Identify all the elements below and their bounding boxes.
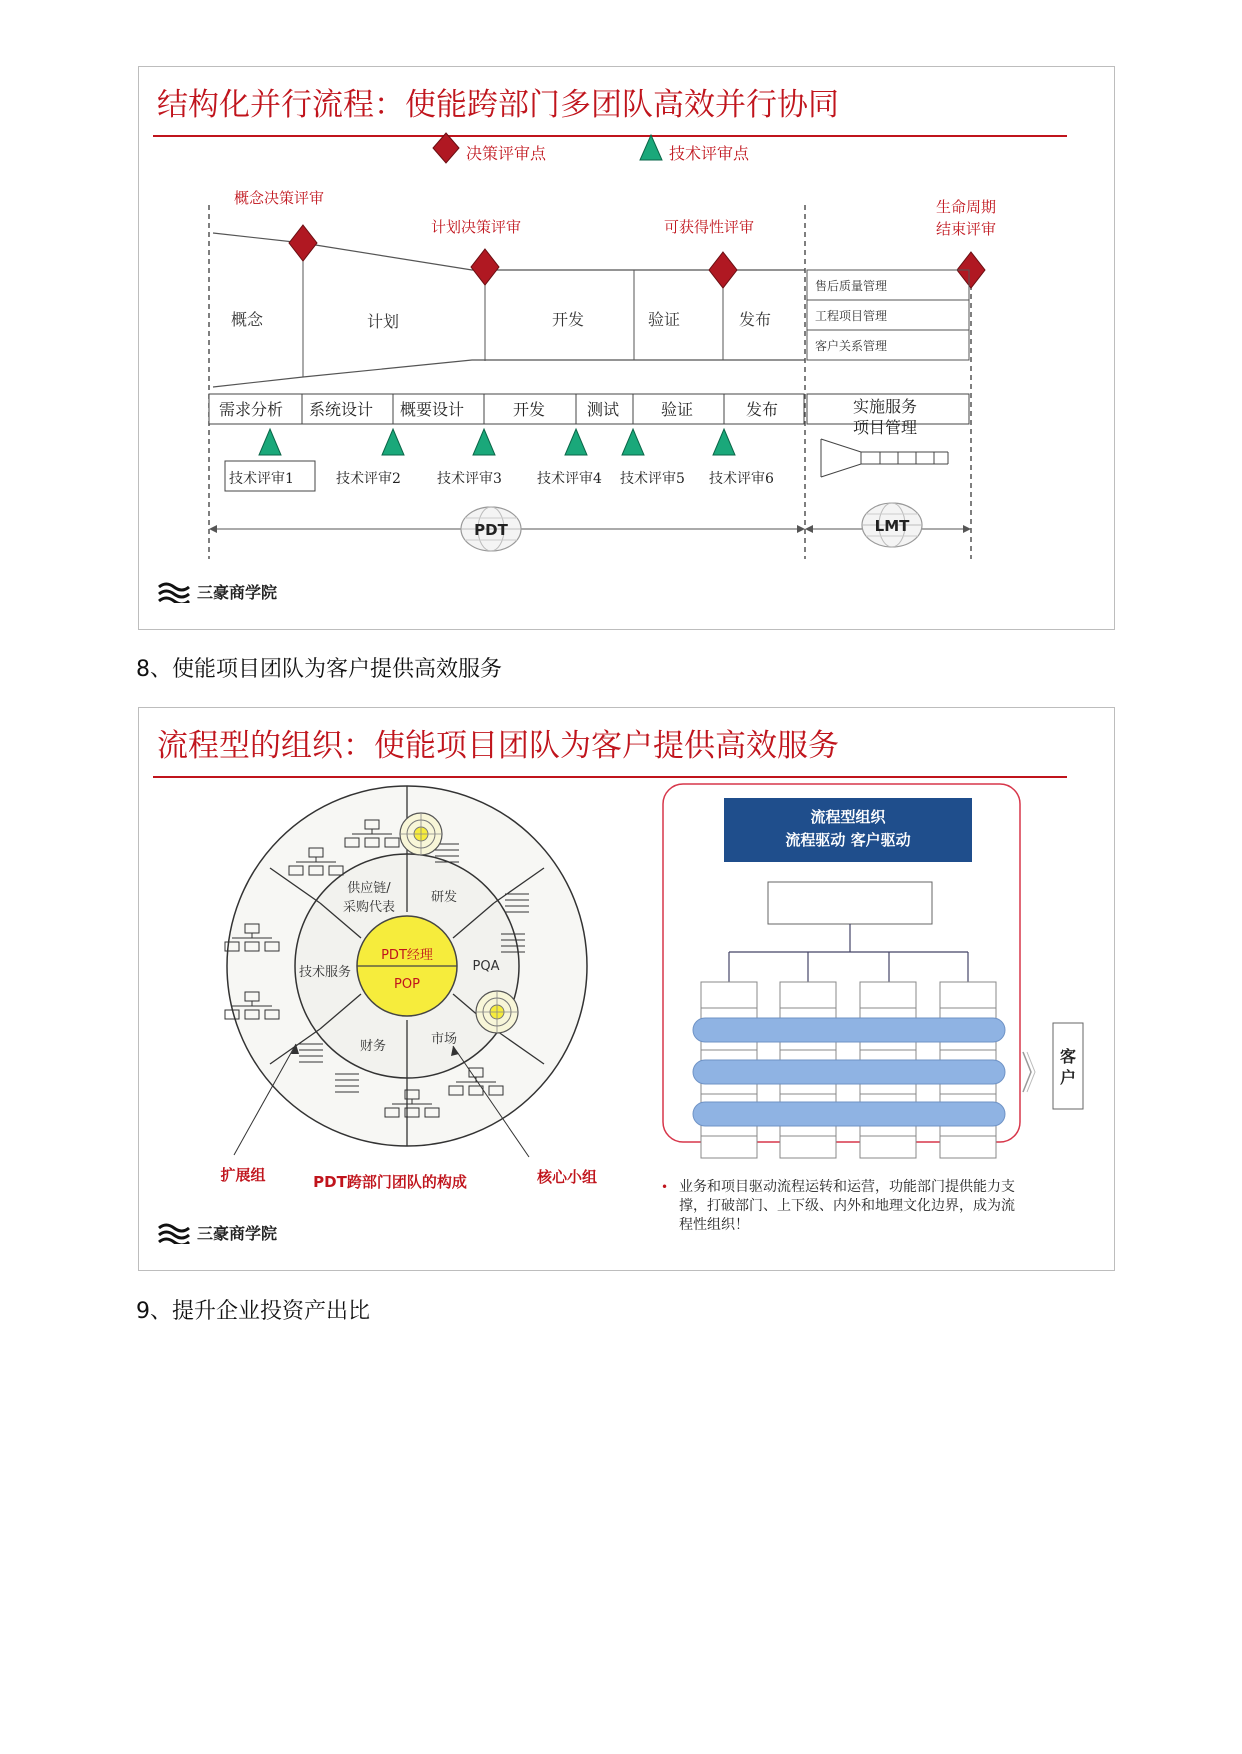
segment-market: 市场 [430,1032,458,1047]
customer-box [1053,1023,1083,1109]
segment-finance: 财务 [359,1039,387,1054]
bullet-line-1: 业务和项目驱动流程运转和运营，功能部门提供能力支 [679,1179,1015,1195]
process-org-subtitle: 流程驱动 客户驱动 [785,831,911,849]
service-funnel-icon [821,439,948,477]
brand-logo [157,1220,277,1244]
section-heading-8: 8、使能项目团队为客户提供高效服务 [136,657,502,682]
segment-procurement: 采购代表 [342,900,396,915]
tech-review-triangle-icon [473,429,495,455]
segment-pqa: PQA [472,959,500,974]
brand-wave-icon [157,1220,191,1244]
tech-review-4: 技术评审4 [537,471,602,487]
customer-label-2: 户 [1059,1068,1077,1087]
slide-title: 流程型的组织：使能项目团队为客户提供高效服务 [157,728,839,764]
lmt-item-engineering: 工程项目管理 [815,309,888,323]
phase-verify: 验证 [648,310,681,329]
sub-phase-release: 发布 [746,400,779,419]
service-line2: 项目管理 [853,418,918,437]
slide-structured-process [138,66,1115,630]
brand-logo [157,579,277,603]
process-diagram [139,67,1114,629]
slide-process-organization [138,707,1115,1271]
customer-label-1: 客 [1059,1047,1077,1066]
caption-core-group: 核心小组 [536,1168,598,1186]
phase-develop: 开发 [552,310,585,329]
pdt-label: PDT [474,521,508,539]
decision-legend-icon [433,133,459,163]
section-heading-9: 9、提升企业投资产出比 [136,1299,370,1324]
phase-concept: 概念 [231,310,264,329]
caption-team-composition: PDT跨部门团队的构成 [313,1173,467,1191]
brand-name: 三豪商学院 [197,582,278,602]
tech-review-2: 技术评审2 [336,471,401,487]
segment-supply-chain: 供应链/ [347,881,391,896]
sub-phase-develop: 开发 [513,400,546,419]
decision-diamond-icon [471,249,499,285]
bullet-line-2: 撑，打破部门、上下级、内外和地理文化边界，成为流 [679,1198,1015,1214]
sub-phase-outline-design: 概要设计 [400,400,465,419]
target-icon [400,813,442,855]
sub-phase-requirements: 需求分析 [219,400,284,419]
bullet-line-3: 程性组织！ [679,1217,749,1233]
decision-diamond-icon [289,225,317,261]
decision-review-availability: 可获得性评审 [664,218,755,236]
legend-technical: 技术评审点 [669,144,750,163]
segment-rnd: 研发 [430,890,458,905]
legend-decision: 决策评审点 [466,144,547,163]
technical-legend-icon [640,135,662,160]
lmt-item-after-sales: 售后质量管理 [815,279,888,293]
caption-extended-group: 扩展组 [220,1166,266,1184]
sub-phase-system-design: 系统设计 [309,400,374,419]
service-line1: 实施服务 [853,397,918,416]
target-icon [476,991,518,1033]
process-flow-bars [693,1018,1005,1126]
lmt-label: LMT [874,517,910,535]
center-pdt-manager: PDT经理 [381,948,433,963]
tech-review-triangle-icon [259,429,281,455]
decision-review-concept: 概念决策评审 [234,189,325,207]
bullet-marker-icon: • [661,1180,669,1194]
top-management-box [768,882,932,924]
tech-review-6: 技术评审6 [709,471,774,487]
lifecycle-review-line1: 生命周期 [936,198,997,216]
tech-review-3: 技术评审3 [437,471,502,487]
tech-review-triangle-icon [382,429,404,455]
tech-review-triangle-icon [565,429,587,455]
decision-diamond-icon [709,252,737,288]
phase-release: 发布 [739,310,772,329]
process-org-title: 流程型组织 [810,808,886,826]
tech-review-5: 技术评审5 [620,471,685,487]
sub-phase-test: 测试 [587,400,620,419]
tech-review-1: 技术评审1 [229,471,294,487]
decision-review-plan: 计划决策评审 [431,218,522,236]
organization-diagram [139,708,1114,1270]
brand-name: 三豪商学院 [197,1223,278,1243]
tech-review-triangle-icon [622,429,644,455]
phase-plan: 计划 [367,312,400,331]
brand-wave-icon [157,579,191,603]
lmt-item-customer: 客户关系管理 [815,339,888,353]
segment-tech-service: 技术服务 [298,965,352,980]
sub-phase-verify: 验证 [661,400,694,419]
tech-review-triangle-icon [713,429,735,455]
slide-title: 结构化并行流程：使能跨部门多团队高效并行协同 [157,87,839,123]
center-pop: POP [394,977,420,992]
lifecycle-review-line2: 结束评审 [936,220,997,238]
